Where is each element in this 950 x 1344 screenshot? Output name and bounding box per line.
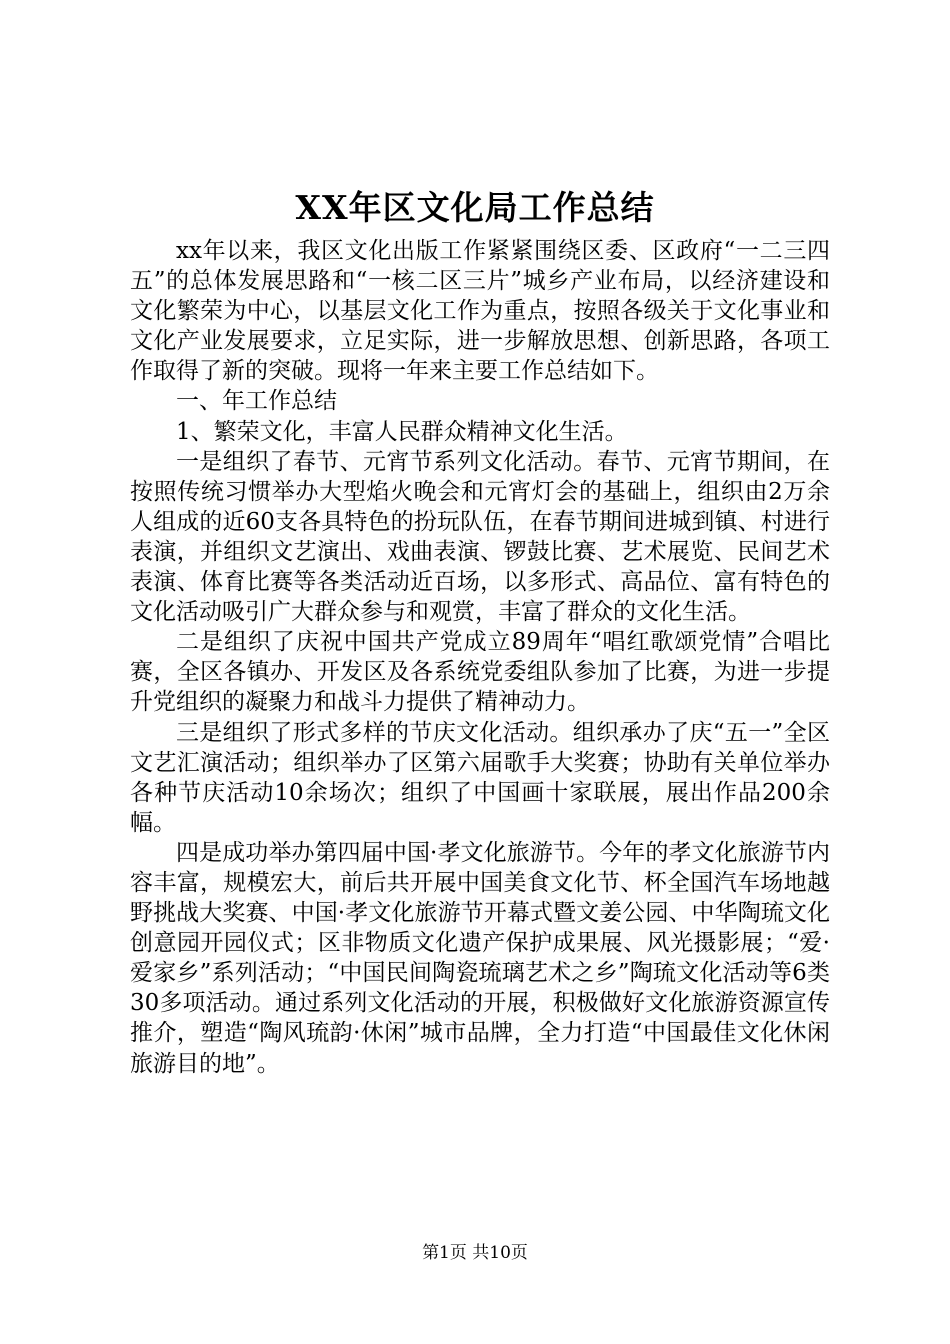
paragraph-item-2: 二是组织了庆祝中国共产党成立89周年“唱红歌颂党情”合唱比赛，全区各镇办、开发区及各系统党委组队参加了比赛，为进一步提升党组织的凝聚力和战斗力提供了精神动力。 xyxy=(130,629,830,716)
subsection-heading: 1、繁荣文化，丰富人民群众精神文化生活。 xyxy=(176,418,628,445)
document-body xyxy=(130,236,830,1079)
document-title: XX年区文化局工作总结 xyxy=(295,188,655,227)
page-number: 第1页 共10页 xyxy=(422,1243,528,1263)
paragraph-item-1: 一是组织了春节、元宵节系列文化活动。春节、元宵节期间，在按照传统习惯举办大型焰火晚会和元宵灯会的基础上，组织由2万余人组成的近60支各具特色的扮玩队伍，在春节期间进城到镇、村进行表演，并组织文艺演出、戏曲表演、锣鼓比赛、艺术展览、民间艺术表演、体育比赛等各类活动近百场，以多形式、高品位、富有特色的文化活动吸引广大群众参与和观赏，丰富了群众的文化生活。 xyxy=(130,448,830,626)
paragraph-item-4: 四是成功举办第四届中国·孝文化旅游节。今年的孝文化旅游节内容丰富，规模宏大，前后共开展中国美食文化节、杯全国汽车场地越野挑战大奖赛、中国·孝文化旅游节开幕式暨文姜公园、中华陶琉文化创意园开园仪式；区非物质文化遗产保护成果展、风光摄影展；“爱·爱家乡”系列活动；“中国民间陶瓷琉璃艺术之乡”陶琉文化活动等6类30多项活动。通过系列文化活动的开展，积极做好文化旅游资源宣传推介，塑造“陶风琉韵·休闲”城市品牌，全力打造“中国最佳文化休闲旅游目的地”。 xyxy=(130,839,830,1077)
section-heading: 一、年工作总结 xyxy=(176,388,337,415)
paragraph-intro: xx年以来，我区文化出版工作紧紧围绕区委、区政府“一二三四五”的总体发展思路和“一核二区三片”城乡产业布局，以经济建设和文化繁荣为中心，以基层文化工作为重点，按照各级关于文化事业和文化产业发展要求，立足实际，进一步解放思想、创新思路，各项工作取得了新的突破。现将一年来主要工作总结如下。 xyxy=(130,238,830,385)
paragraph-item-3: 三是组织了形式多样的节庆文化活动。组织承办了庆“五一”全区文艺汇演活动；组织举办了区第六届歌手大奖赛；协助有关单位举办各种节庆活动10余场次；组织了中国画十家联展，展出作品200余幅。 xyxy=(130,719,830,836)
